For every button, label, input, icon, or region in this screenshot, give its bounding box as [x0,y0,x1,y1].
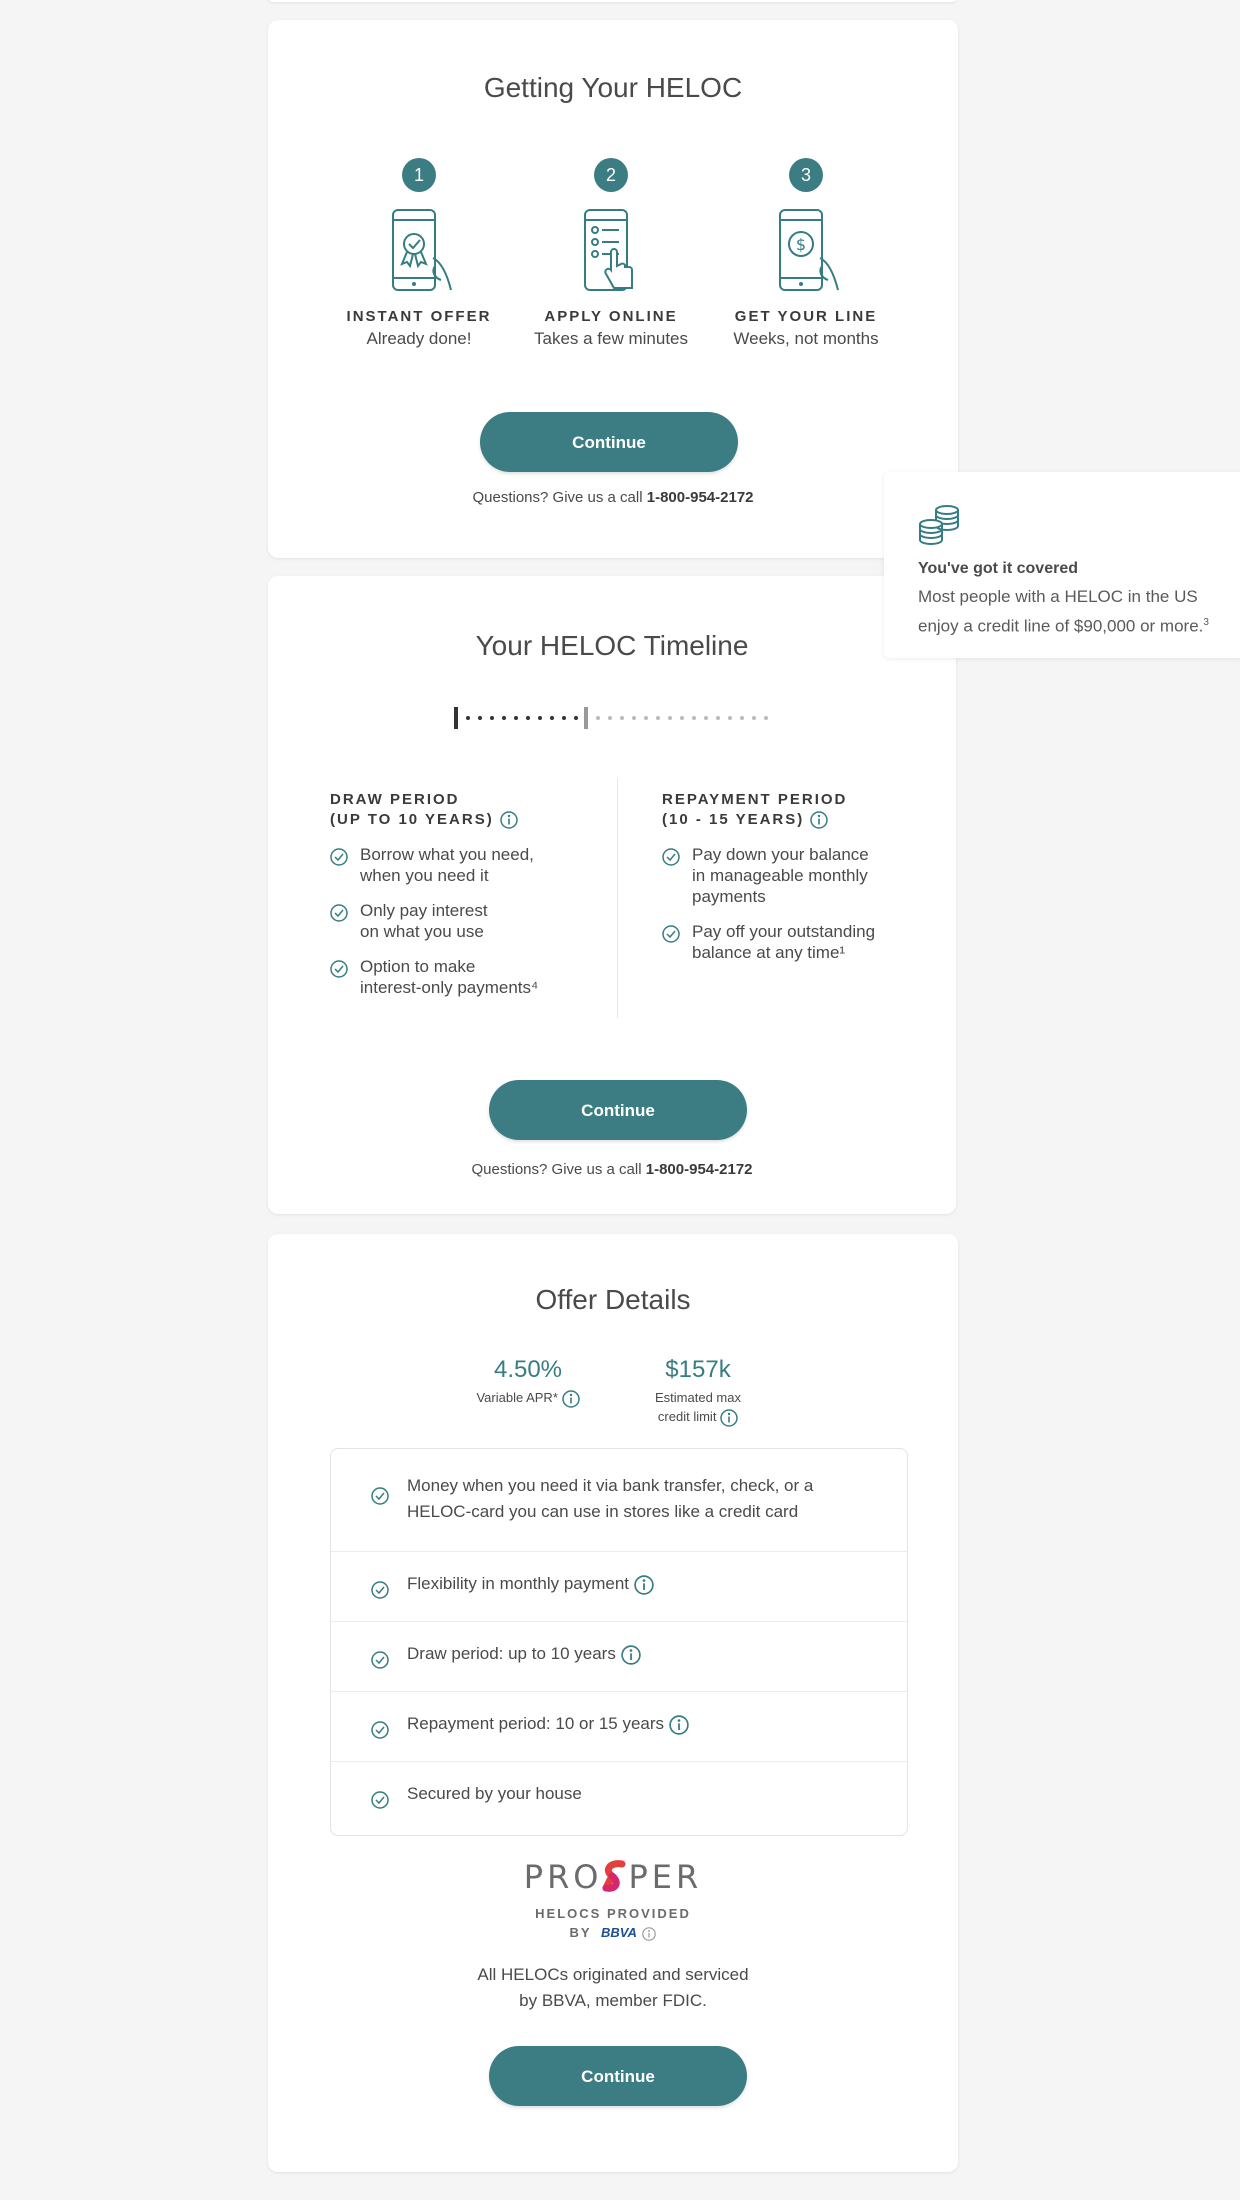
apr-stat [458,1356,598,1408]
credit-limit-value: $157k [665,1356,731,1383]
provided-by [268,1904,958,1942]
info-icon[interactable] [562,1390,580,1408]
continue-button[interactable]: Continue [489,2046,747,2106]
apr-value: 4.50% [493,1356,563,1383]
check-circle-icon [662,925,680,943]
info-icon[interactable] [810,811,828,829]
feature-row [331,1449,907,1552]
item-text: on what you use [360,922,484,941]
repayment-period-title-line1: REPAYMENT PERIOD [662,791,848,808]
feature-text: Flexibility in monthly payment [407,1574,630,1593]
item-text: Pay off your outstanding [692,922,876,941]
check-circle-icon [330,904,348,922]
step-instant-offer [319,158,519,349]
step-subtitle: Weeks, not months [733,329,879,348]
item-text: balance at any time¹ [692,943,846,962]
check-circle-icon [371,1791,389,1809]
step-number: 3 [789,158,823,192]
step-subtitle: Already done! [366,329,472,348]
prosper-logo-right: PER [628,1858,703,1896]
feature-row [331,1551,907,1622]
timeline-bar [454,704,774,734]
phone-checklist-icon [571,206,651,298]
tooltip-text [918,584,1238,640]
draw-period-title-line2: (UP TO 10 YEARS) [330,811,494,828]
step-title: APPLY ONLINE [544,308,678,325]
phone-link[interactable]: 1-800-954-2172 [645,1161,753,1178]
feature-text: Repayment period: 10 or 15 years [407,1714,665,1733]
footnote-marker: 3 [1203,617,1209,628]
tooltip-title: You've got it covered [918,560,1078,577]
tooltip-body: Most people with a HELOC in the US enjoy a credit line of $90,000 or more. [918,587,1204,636]
feature-row [331,1621,907,1692]
item-text: in manageable monthly [692,866,868,885]
list-item [330,956,600,998]
item-text: Borrow what you need, [360,845,534,864]
check-circle-icon [662,848,680,866]
feature-row [331,1691,907,1762]
credit-limit-label-line2: credit limit [657,1409,717,1424]
draw-period-column [330,790,600,998]
disclaimer-line: by BBVA, member FDIC. [519,1991,707,2010]
draw-period-title-line1: DRAW PERIOD [330,791,460,808]
info-icon[interactable] [669,1715,689,1735]
step-title: INSTANT OFFER [346,308,492,325]
list-item [330,844,600,886]
credit-limit-label-line1: Estimated max [655,1390,741,1405]
phone-link[interactable]: 1-800-954-2172 [646,489,754,506]
provided-by-label: BY [569,1925,592,1940]
item-text: Only pay interest [360,901,488,920]
check-circle-icon [330,960,348,978]
offer-details-card [268,1234,958,2172]
call-line [268,489,958,506]
item-text: interest-only payments⁴ [360,978,539,997]
check-circle-icon [371,1487,389,1505]
getting-heloc-title: Getting Your HELOC [483,72,743,103]
credit-line-tooltip [884,472,1240,658]
check-circle-icon [371,1651,389,1669]
repayment-period-title-line2: (10 - 15 YEARS) [662,811,805,828]
item-text: Option to make [360,957,476,976]
info-icon[interactable] [634,1575,654,1595]
repayment-period-column [662,790,922,963]
previous-card [268,0,958,2]
step-title: GET YOUR LINE [734,308,878,325]
draw-period-title [330,790,600,830]
provided-line: HELOCS PROVIDED [535,1906,691,1921]
step-get-your-line [706,158,906,349]
timeline-title: Your HELOC Timeline [475,630,749,661]
phone-dollar-icon [766,206,846,298]
features-list [330,1448,908,1836]
column-divider [617,778,618,1018]
info-icon[interactable] [642,1927,656,1941]
check-circle-icon [371,1721,389,1739]
feature-row [331,1761,907,1835]
call-prefix: Questions? Give us a call [472,489,643,506]
check-circle-icon [371,1581,389,1599]
feature-text: Money when you need it via bank transfer, check, or a HELOC-card you can use in stores like a credit card [407,1476,814,1521]
list-item [330,900,600,942]
credit-limit-stat [638,1356,758,1427]
getting-heloc-card [268,20,958,558]
disclaimer [268,1962,958,2014]
svg-text:$: $ [795,235,807,254]
heloc-timeline-card [268,576,956,1214]
continue-button[interactable]: Continue [489,1080,747,1140]
step-number: 1 [402,158,436,192]
repayment-period-title [662,790,922,830]
coins-icon [916,502,964,548]
disclaimer-line: All HELOCs originated and serviced [477,1965,749,1984]
feature-text: Draw period: up to 10 years [407,1644,616,1663]
item-text: Pay down your balance [692,845,869,864]
step-apply-online [511,158,711,349]
call-line [268,1161,956,1178]
step-subtitle: Takes a few minutes [533,329,688,348]
list-item [662,844,922,907]
step-number: 2 [594,158,628,192]
offer-details-title: Offer Details [535,1284,691,1315]
continue-button[interactable]: Continue [480,412,738,472]
prosper-logo-left: PRO [523,1858,603,1896]
check-circle-icon [330,848,348,866]
info-icon[interactable] [621,1645,641,1665]
info-icon[interactable] [500,811,518,829]
item-text: payments [692,887,766,906]
bbva-logo: BBVA [600,1925,637,1940]
item-text: when you need it [360,866,489,885]
feature-text: Secured by your house [407,1784,582,1803]
prosper-logo [268,1858,958,1896]
prosper-s-icon [602,1860,628,1892]
list-item [662,921,922,963]
apr-label: Variable APR* [476,1390,558,1405]
info-icon[interactable] [720,1409,738,1427]
phone-certificate-icon [379,206,459,298]
call-prefix: Questions? Give us a call [471,1161,642,1178]
